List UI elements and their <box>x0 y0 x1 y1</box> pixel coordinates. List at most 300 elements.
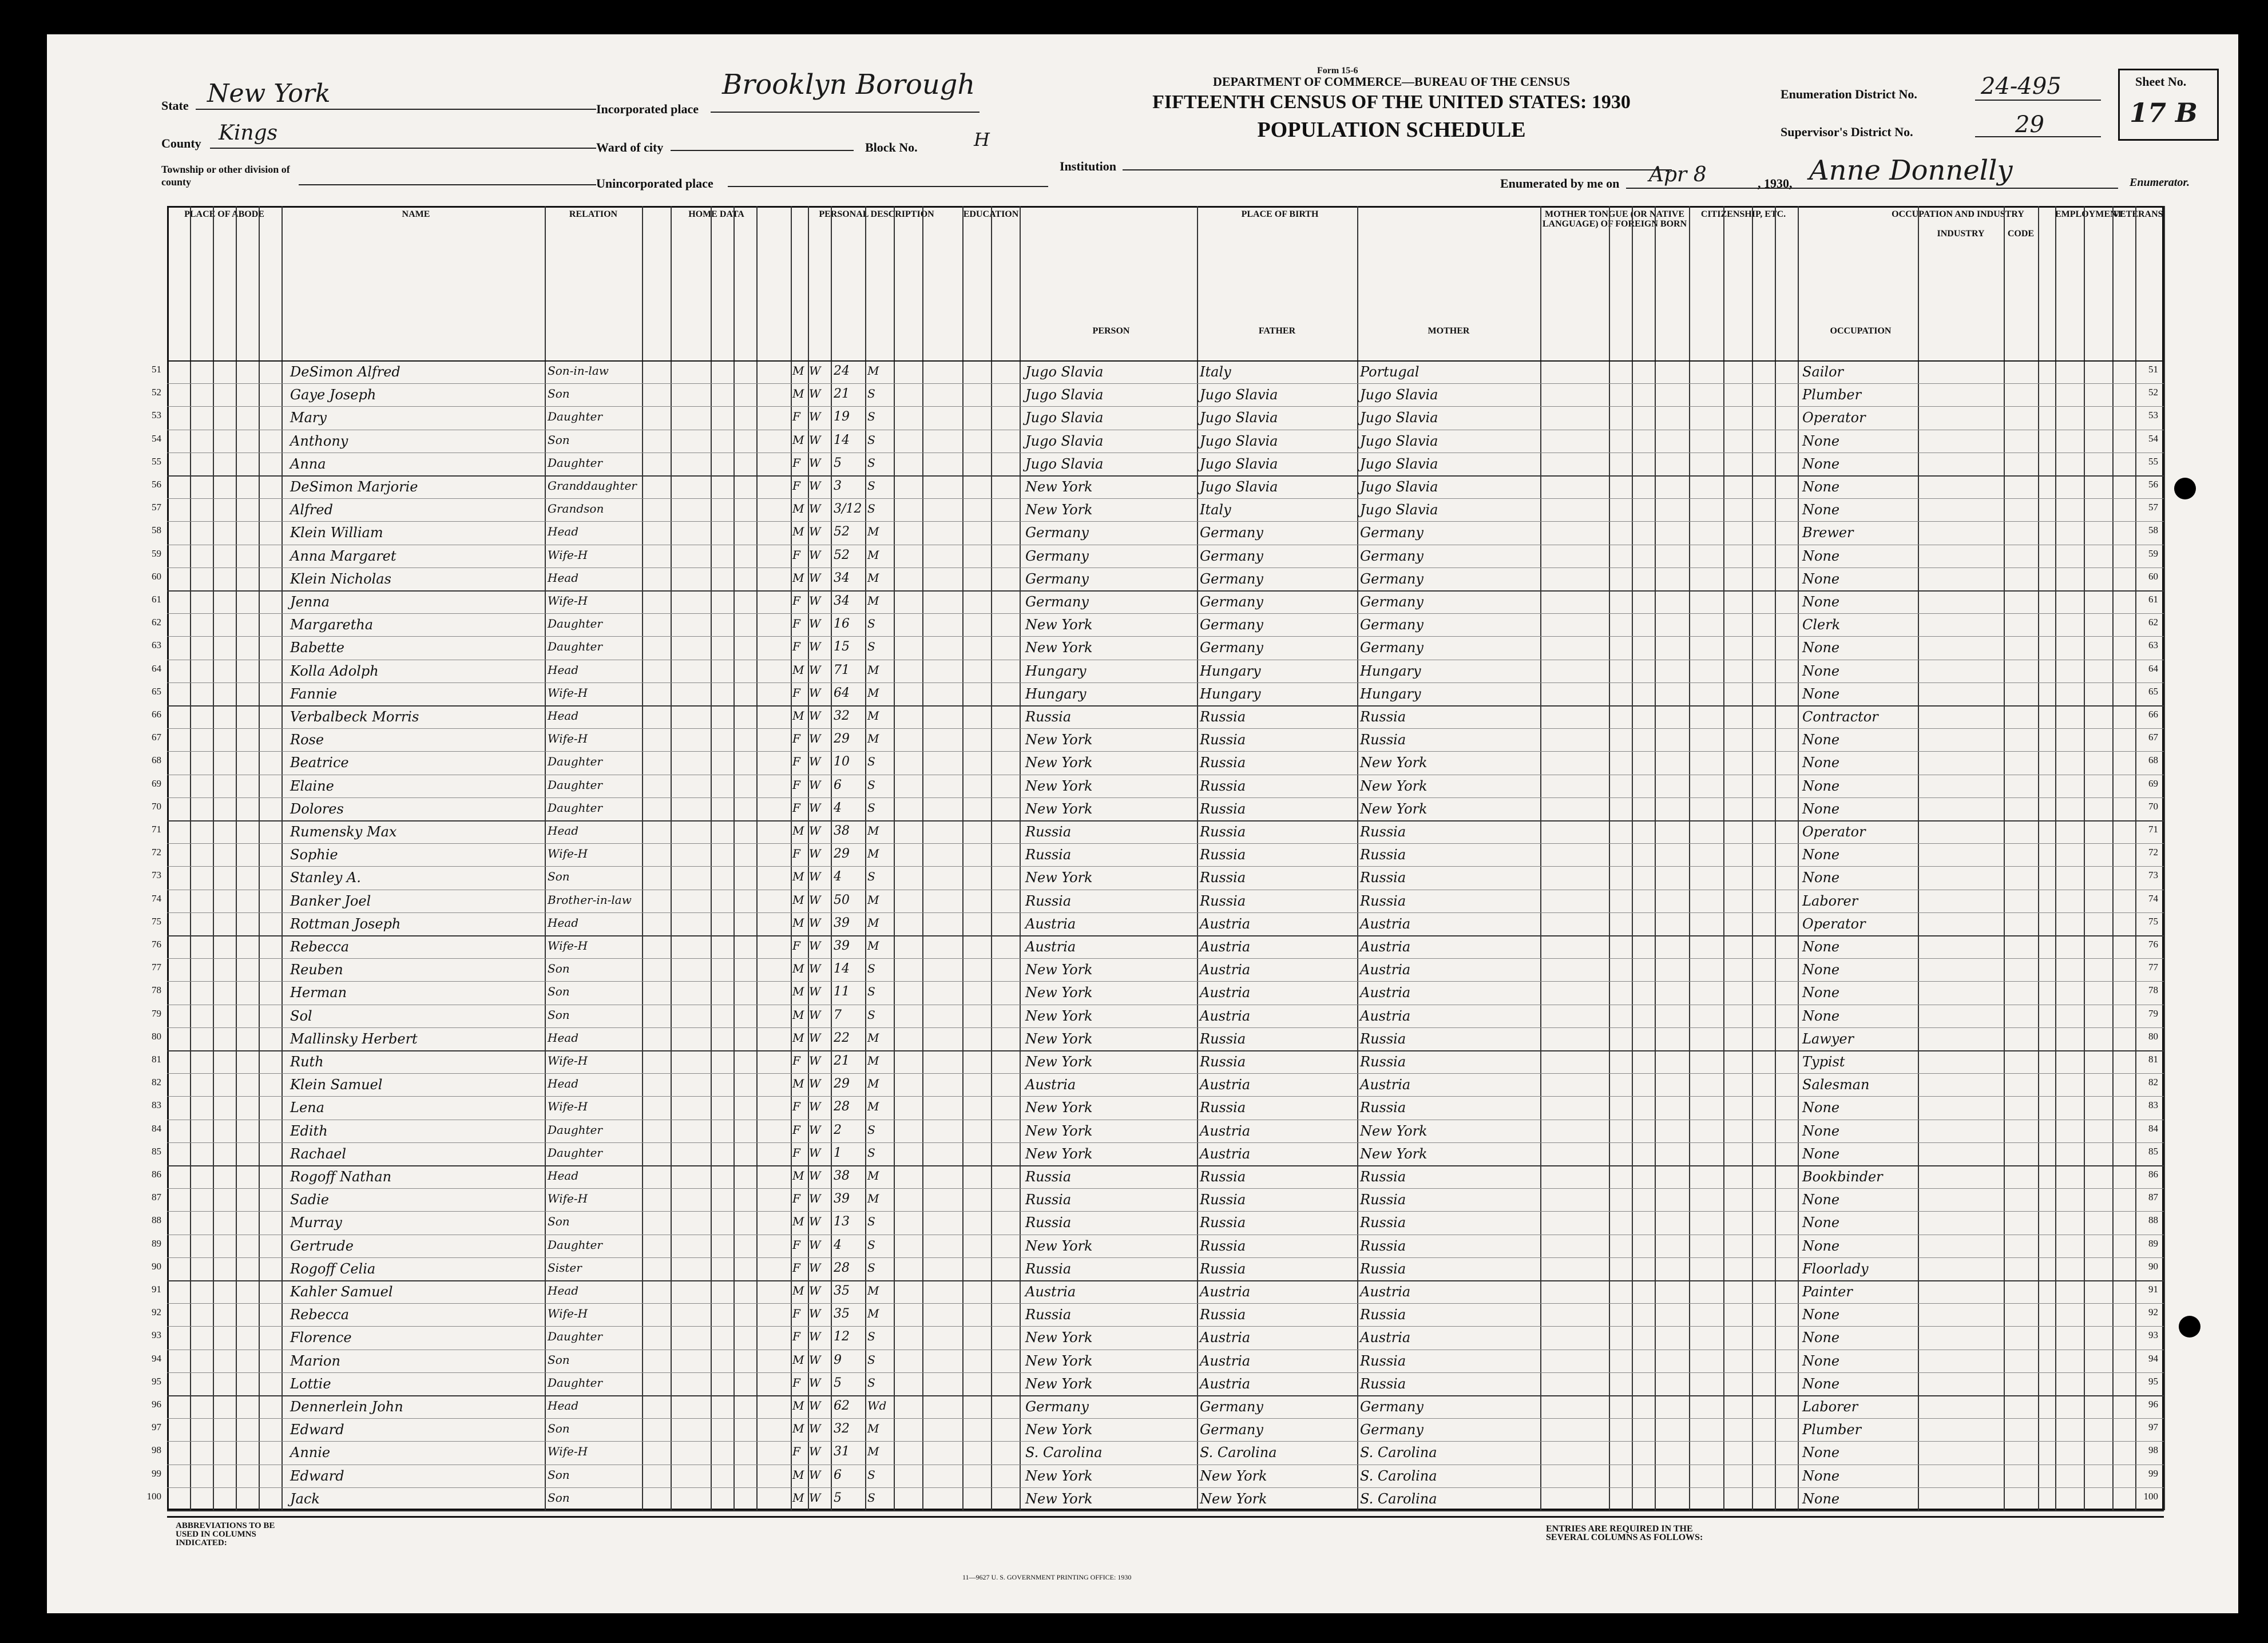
marital-status: M <box>867 892 879 907</box>
marital-status: S <box>867 1215 875 1229</box>
row-number-left: 68 <box>152 755 161 766</box>
occupation: None <box>1802 755 1840 771</box>
row-number-right: 73 <box>2148 870 2158 881</box>
marital-status: S <box>867 870 875 884</box>
birthplace-mother: New York <box>1360 1145 1428 1162</box>
person-name: Sol <box>290 1007 312 1024</box>
population-table <box>146 206 2164 1510</box>
row-number-left: 89 <box>152 1237 161 1249</box>
sex: M <box>792 870 804 884</box>
sex: F <box>792 640 800 654</box>
row-number-right: 77 <box>2148 962 2158 973</box>
birthplace-father: Russia <box>1200 1054 1246 1070</box>
birthplace-father: Germany <box>1200 640 1263 656</box>
birthplace-father: Austria <box>1200 985 1251 1001</box>
sex: M <box>792 1284 804 1297</box>
birthplace-father: Russia <box>1200 1237 1246 1254</box>
race: W <box>809 1375 821 1390</box>
person-name: Ruth <box>290 1054 324 1070</box>
sex: F <box>792 1330 800 1344</box>
row-number-left: 93 <box>152 1330 161 1341</box>
person-name: Rogoff Celia <box>290 1260 376 1277</box>
sex: F <box>792 1100 800 1114</box>
relation: Wife-H <box>548 1054 588 1067</box>
row-number-right: 82 <box>2148 1077 2158 1088</box>
birthplace-mother: Russia <box>1360 1237 1406 1254</box>
relation: Son-in-law <box>548 364 609 378</box>
race: W <box>809 455 821 470</box>
person-name: Edith <box>290 1122 328 1139</box>
occupation: Lawyer <box>1802 1030 1854 1047</box>
occupation: Plumber <box>1802 387 1862 403</box>
race: W <box>809 1467 821 1482</box>
relation: Son <box>548 870 570 884</box>
marital-status: S <box>867 1007 875 1022</box>
relation: Wife-H <box>548 1307 588 1321</box>
row-number-right: 93 <box>2148 1330 2158 1341</box>
occupation: None <box>1802 455 1840 472</box>
row-number-right: 85 <box>2148 1145 2158 1157</box>
relation: Son <box>548 1422 570 1436</box>
age: 39 <box>834 915 850 930</box>
birthplace-mother: New York <box>1360 777 1428 794</box>
race: W <box>809 1399 821 1412</box>
schedule-title: POPULATION SCHEDULE <box>1257 118 1526 142</box>
birthplace-mother: Germany <box>1360 594 1424 610</box>
marital-status: S <box>867 410 875 424</box>
sex: M <box>792 1399 804 1412</box>
row-number-left: 84 <box>152 1122 161 1134</box>
col-father: FATHER <box>1258 326 1296 336</box>
section-education: EDUCATION <box>963 209 1019 219</box>
age: 12 <box>834 1330 850 1344</box>
birthplace-father: Hungary <box>1200 662 1261 679</box>
marital-status: S <box>867 1467 875 1482</box>
sex: F <box>792 410 800 424</box>
relation: Son <box>548 962 570 976</box>
relation: Head <box>548 915 579 930</box>
sex: M <box>792 1490 804 1505</box>
marital-status: M <box>867 1054 879 1067</box>
section-name: NAME <box>402 209 430 219</box>
person-name: DeSimon Marjorie <box>290 479 418 495</box>
sex: F <box>792 617 800 631</box>
age: 10 <box>834 755 850 769</box>
birthplace-person: Russia <box>1025 1260 1072 1277</box>
row-number-left: 60 <box>152 570 161 582</box>
age: 4 <box>834 800 842 815</box>
marital-status: S <box>867 640 875 654</box>
occupation: None <box>1802 432 1840 449</box>
occupation: Brewer <box>1802 525 1854 541</box>
marital-status: S <box>867 432 875 447</box>
birthplace-mother: Germany <box>1360 547 1424 564</box>
birthplace-person: New York <box>1025 1467 1093 1484</box>
birthplace-father: Austria <box>1200 1375 1251 1392</box>
row-number-right: 65 <box>2148 685 2158 697</box>
person-name: Rachael <box>290 1145 347 1162</box>
birthplace-father: Russia <box>1200 1215 1246 1231</box>
enumerator-name: Anne Donnelly <box>1809 154 2013 186</box>
relation: Son <box>548 1215 570 1229</box>
marital-status: M <box>867 1192 879 1206</box>
race: W <box>809 1054 821 1067</box>
age: 39 <box>834 1192 850 1207</box>
row-number-right: 90 <box>2148 1260 2158 1272</box>
birthplace-person: New York <box>1025 479 1093 495</box>
birthplace-father: New York <box>1200 1490 1267 1507</box>
race: W <box>809 1169 821 1182</box>
row-number-right: 56 <box>2148 479 2158 490</box>
row-number-right: 88 <box>2148 1215 2158 1226</box>
relation: Daughter <box>548 777 602 792</box>
state-label: State <box>161 98 189 113</box>
marital-status: M <box>867 1444 879 1459</box>
birthplace-person: New York <box>1025 800 1093 817</box>
age: 38 <box>834 824 850 838</box>
marital-status: S <box>867 962 875 976</box>
person-name: Florence <box>290 1330 352 1346</box>
age: 64 <box>834 685 850 700</box>
row-number-right: 76 <box>2148 939 2158 950</box>
age: 21 <box>834 1054 850 1068</box>
county-label: County <box>161 136 201 150</box>
person-name: Beatrice <box>290 755 349 771</box>
birthplace-person: Russia <box>1025 1307 1072 1323</box>
race: W <box>809 594 821 608</box>
birthplace-person: New York <box>1025 1237 1093 1254</box>
enumerated-year: , 1930, <box>1758 176 1793 191</box>
sex: F <box>792 1192 800 1206</box>
sex: M <box>792 502 804 516</box>
birthplace-person: Jugo Slavia <box>1025 364 1104 380</box>
age: 71 <box>834 662 850 677</box>
row-number-left: 98 <box>152 1444 161 1456</box>
abbrev-title: ABBREVIATIONS TO BE USED IN COLUMNS INDICATED: <box>176 1521 275 1547</box>
sex: F <box>792 1375 800 1390</box>
marital-status: M <box>867 847 879 861</box>
row-number-right: 54 <box>2148 432 2158 444</box>
marital-status: S <box>867 1490 875 1505</box>
relation: Head <box>548 570 579 585</box>
relation: Daughter <box>548 1330 602 1344</box>
sex: F <box>792 755 800 769</box>
birthplace-father: Austria <box>1200 962 1251 978</box>
birthplace-father: Austria <box>1200 939 1251 955</box>
row-number-left: 77 <box>152 962 161 973</box>
row-number-right: 62 <box>2148 617 2158 628</box>
age: 5 <box>834 1375 842 1390</box>
enumerated-label: Enumerated by me on <box>1500 176 1620 191</box>
birthplace-person: New York <box>1025 1490 1093 1507</box>
person-name: Rottman Joseph <box>290 915 401 932</box>
row-number-left: 72 <box>152 847 161 858</box>
person-name: Dennerlein John <box>290 1399 403 1415</box>
relation: Head <box>548 1284 579 1297</box>
birthplace-mother: Jugo Slavia <box>1360 410 1438 426</box>
birthplace-mother: New York <box>1360 1122 1428 1139</box>
row-number-right: 97 <box>2148 1422 2158 1433</box>
occupation: None <box>1802 1352 1840 1369</box>
birthplace-mother: Germany <box>1360 1422 1424 1438</box>
birthplace-mother: New York <box>1360 800 1428 817</box>
sex: F <box>792 479 800 493</box>
row-number-left: 76 <box>152 939 161 950</box>
marital-status: S <box>867 800 875 815</box>
occupation: Laborer <box>1802 1399 1858 1415</box>
birthplace-father: Russia <box>1200 1169 1246 1185</box>
race: W <box>809 502 821 516</box>
marital-status: M <box>867 824 879 838</box>
race: W <box>809 1077 821 1091</box>
marital-status: M <box>867 1422 879 1436</box>
sex: F <box>792 1237 800 1252</box>
relation: Son <box>548 1352 570 1367</box>
person-name: Rumensky Max <box>290 824 397 840</box>
person-name: Alfred <box>290 502 333 518</box>
relation: Head <box>548 1399 579 1412</box>
col-industry: INDUSTRY <box>1937 229 1985 239</box>
race: W <box>809 525 821 539</box>
row-number-right: 99 <box>2148 1467 2158 1479</box>
birthplace-mother: Germany <box>1360 640 1424 656</box>
relation: Head <box>548 1030 579 1045</box>
birthplace-person: Russia <box>1025 1169 1072 1185</box>
marital-status: S <box>867 479 875 493</box>
birthplace-father: New York <box>1200 1467 1267 1484</box>
person-name: Annie <box>290 1444 331 1461</box>
row-number-right: 69 <box>2148 777 2158 789</box>
race: W <box>809 755 821 769</box>
relation: Daughter <box>548 1122 602 1137</box>
relation: Wife-H <box>548 847 588 861</box>
department-title: DEPARTMENT OF COMMERCE—BUREAU OF THE CENSUS <box>1212 74 1571 89</box>
birthplace-father: Russia <box>1200 800 1246 817</box>
occupation: Clerk <box>1802 617 1841 633</box>
occupation: None <box>1802 847 1840 863</box>
birthplace-person: Russia <box>1025 847 1072 863</box>
person-name: Jack <box>290 1490 320 1507</box>
age: 31 <box>834 1444 850 1459</box>
row-number-right: 95 <box>2148 1375 2158 1387</box>
occupation: None <box>1802 1100 1840 1116</box>
row-number-left: 51 <box>152 364 161 375</box>
relation: Daughter <box>548 755 602 769</box>
person-name: Rebecca <box>290 1307 350 1323</box>
birthplace-person: Hungary <box>1025 685 1087 702</box>
race: W <box>809 800 821 815</box>
section-place-of-abode: PLACE OF ABODE <box>184 209 264 219</box>
occupation: None <box>1802 962 1840 978</box>
age: 9 <box>834 1352 842 1367</box>
census-title: FIFTEENTH CENSUS OF THE UNITED STATES: 1930 <box>1152 92 1631 113</box>
birthplace-father: Germany <box>1200 1422 1263 1438</box>
race: W <box>809 364 821 378</box>
birthplace-person: New York <box>1025 1352 1093 1369</box>
sex: M <box>792 364 804 378</box>
race: W <box>809 1444 821 1459</box>
row-number-right: 81 <box>2148 1054 2158 1065</box>
occupation: Typist <box>1802 1054 1845 1070</box>
person-name: Anna Margaret <box>290 547 396 564</box>
census-sheet <box>47 34 2238 1613</box>
row-number-left: 81 <box>152 1054 161 1065</box>
birthplace-mother: Russia <box>1360 892 1406 909</box>
person-name: Kolla Adolph <box>290 662 379 679</box>
birthplace-mother: S. Carolina <box>1360 1490 1437 1507</box>
marital-status: M <box>867 594 879 608</box>
row-number-left: 52 <box>152 387 161 398</box>
row-number-left: 55 <box>152 455 161 467</box>
birthplace-person: Germany <box>1025 547 1089 564</box>
age: 29 <box>834 1077 850 1092</box>
row-number-right: 68 <box>2148 755 2158 766</box>
birthplace-person: Germany <box>1025 594 1089 610</box>
marital-status: M <box>867 570 879 585</box>
age: 62 <box>834 1399 850 1413</box>
birthplace-father: Russia <box>1200 777 1246 794</box>
row-number-right: 70 <box>2148 800 2158 812</box>
county-value: Kings <box>219 121 278 145</box>
occupation: None <box>1802 732 1840 748</box>
sex: F <box>792 1122 800 1137</box>
state-value: New York <box>207 79 331 108</box>
birthplace-father: Jugo Slavia <box>1200 387 1278 403</box>
row-number-left: 56 <box>152 479 161 490</box>
age: 2 <box>834 1122 842 1137</box>
birthplace-mother: Austria <box>1360 1284 1411 1300</box>
row-number-left: 63 <box>152 640 161 651</box>
relation: Wife-H <box>548 685 588 700</box>
marital-status: M <box>867 1100 879 1114</box>
relation: Son <box>548 1490 570 1505</box>
occupation: Laborer <box>1802 892 1858 909</box>
age: 3/12 <box>834 502 862 517</box>
race: W <box>809 892 821 907</box>
block-label: Block No. <box>865 140 918 154</box>
birthplace-person: Hungary <box>1025 662 1087 679</box>
birthplace-father: Austria <box>1200 1284 1251 1300</box>
relation: Daughter <box>548 1375 602 1390</box>
age: 19 <box>834 410 850 424</box>
row-number-left: 79 <box>152 1007 161 1019</box>
birthplace-person: New York <box>1025 870 1093 886</box>
race: W <box>809 732 821 746</box>
row-number-right: 58 <box>2148 525 2158 536</box>
age: 29 <box>834 847 850 862</box>
birthplace-father: Russia <box>1200 1260 1246 1277</box>
marital-status: M <box>867 915 879 930</box>
printer-line: 11—9627 U. S. GOVERNMENT PRINTING OFFICE: 1930 <box>962 1573 1132 1581</box>
sex: F <box>792 547 800 562</box>
relation: Daughter <box>548 1145 602 1160</box>
person-name: Gaye Joseph <box>290 387 376 403</box>
birthplace-mother: Russia <box>1360 1030 1406 1047</box>
row-number-left: 95 <box>152 1375 161 1387</box>
row-number-left: 53 <box>152 410 161 421</box>
row-number-left: 100 <box>146 1490 161 1502</box>
section-veterans: VETERANS <box>2113 209 2163 219</box>
occupation: None <box>1802 777 1840 794</box>
marital-status: M <box>867 364 879 378</box>
age: 15 <box>834 640 850 654</box>
section-employment: EMPLOYMENT <box>2055 209 2123 219</box>
row-number-left: 65 <box>152 685 161 697</box>
birthplace-person: New York <box>1025 732 1093 748</box>
birthplace-father: Austria <box>1200 1007 1251 1024</box>
occupation: Operator <box>1802 915 1866 932</box>
marital-status: M <box>867 1030 879 1045</box>
age: 34 <box>834 594 850 608</box>
sex: F <box>792 777 800 792</box>
birthplace-mother: Russia <box>1360 824 1406 840</box>
birthplace-father: Jugo Slavia <box>1200 410 1278 426</box>
section-mother-tongue: MOTHER TONGUE (OR NATIVE LANGUAGE) OF FOREIGN BORN <box>1542 209 1687 229</box>
birthplace-father: Russia <box>1200 892 1246 909</box>
row-number-right: 96 <box>2148 1399 2158 1410</box>
occupation: None <box>1802 800 1840 817</box>
row-number-right: 87 <box>2148 1192 2158 1203</box>
birthplace-father: Germany <box>1200 1399 1263 1415</box>
row-number-left: 70 <box>152 800 161 812</box>
race: W <box>809 915 821 930</box>
birthplace-person: Austria <box>1025 1077 1076 1093</box>
age: 14 <box>834 962 850 977</box>
age: 22 <box>834 1030 850 1045</box>
birthplace-father: Jugo Slavia <box>1200 455 1278 472</box>
birthplace-mother: Russia <box>1360 1260 1406 1277</box>
row-number-right: 61 <box>2148 594 2158 605</box>
relation: Sister <box>548 1260 582 1275</box>
relation: Head <box>548 824 579 838</box>
sex: F <box>792 1444 800 1459</box>
occupation: None <box>1802 547 1840 564</box>
row-number-right: 59 <box>2148 547 2158 559</box>
sex: M <box>792 1352 804 1367</box>
birthplace-mother: Russia <box>1360 1375 1406 1392</box>
birthplace-person: New York <box>1025 1422 1093 1438</box>
birthplace-mother: Germany <box>1360 1399 1424 1415</box>
person-name: Gertrude <box>290 1237 354 1254</box>
relation: Son <box>548 1007 570 1022</box>
relation: Wife-H <box>548 1100 588 1114</box>
marital-status: S <box>867 1375 875 1390</box>
birthplace-person: New York <box>1025 502 1093 518</box>
birthplace-person: New York <box>1025 985 1093 1001</box>
sd-label: Supervisor's District No. <box>1781 125 1913 139</box>
row-number-left: 96 <box>152 1399 161 1410</box>
birthplace-father: Austria <box>1200 1352 1251 1369</box>
marital-status: M <box>867 939 879 953</box>
occupation: None <box>1802 1444 1840 1461</box>
person-name: Herman <box>290 985 347 1001</box>
occupation: None <box>1802 870 1840 886</box>
row-number-right: 51 <box>2148 364 2158 375</box>
race: W <box>809 570 821 585</box>
relation: Daughter <box>548 455 602 470</box>
birthplace-mother: Jugo Slavia <box>1360 387 1438 403</box>
race: W <box>809 1192 821 1206</box>
relation: Head <box>548 525 579 539</box>
entries-title: ENTRIES ARE REQUIRED IN THE SEVERAL COLUMNS AS FOLLOWS: <box>1546 1524 1703 1542</box>
birthplace-person: Russia <box>1025 892 1072 909</box>
birthplace-father: Hungary <box>1200 685 1261 702</box>
age: 16 <box>834 617 850 632</box>
sex: F <box>792 939 800 953</box>
occupation: None <box>1802 1192 1840 1208</box>
birthplace-father: Russia <box>1200 847 1246 863</box>
birthplace-father: Germany <box>1200 617 1263 633</box>
